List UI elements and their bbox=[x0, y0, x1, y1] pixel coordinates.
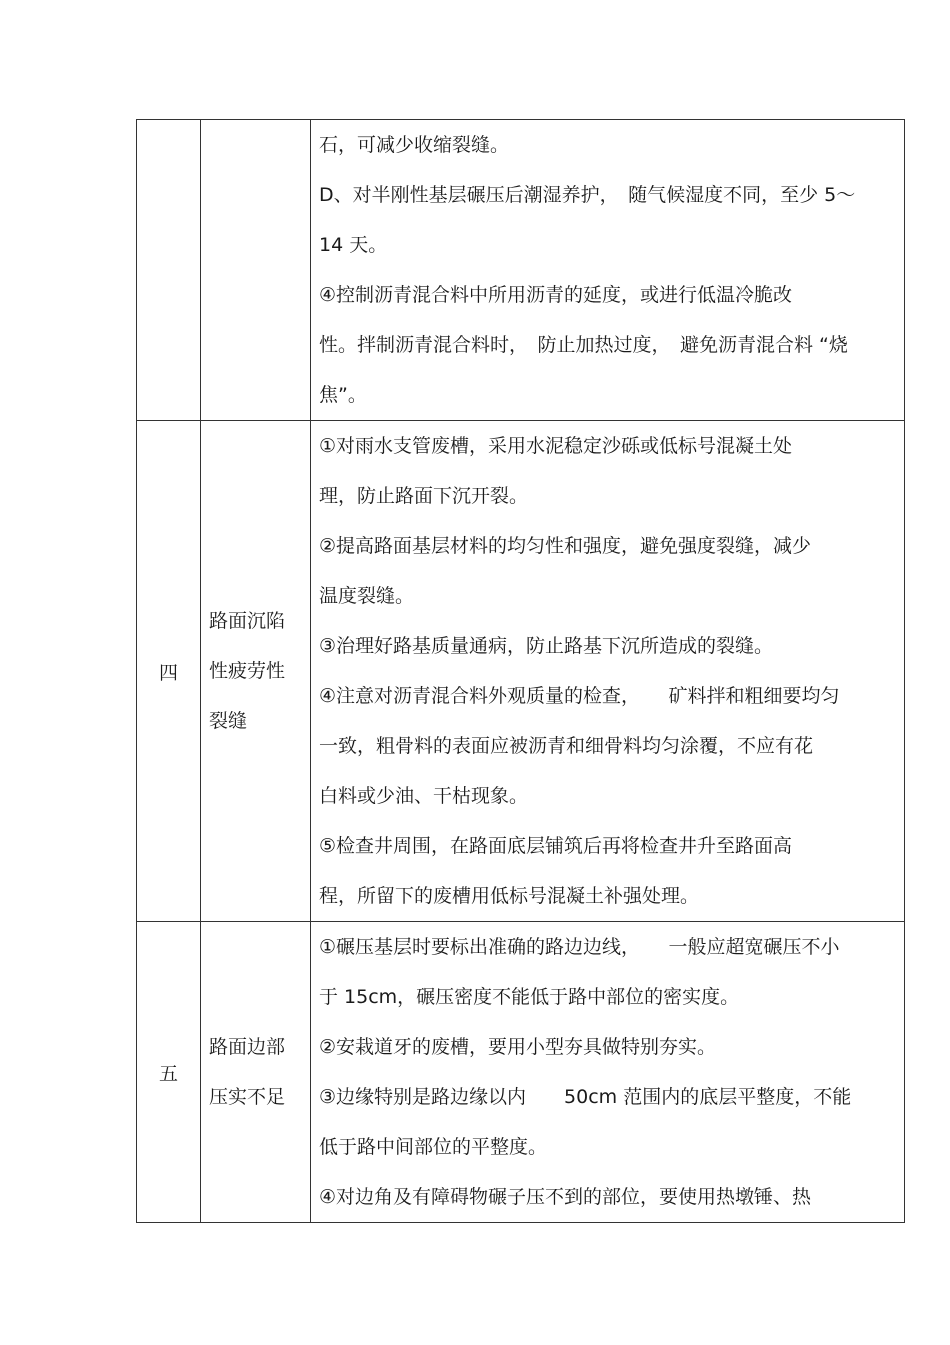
content-line: ①碾压基层时要标出准确的路边边线， 一般应超宽碾压不小 bbox=[319, 936, 840, 958]
row-number: 四 bbox=[137, 421, 201, 922]
row-content bbox=[311, 421, 905, 922]
row-title bbox=[201, 421, 311, 922]
table-row bbox=[137, 922, 905, 1223]
row-content bbox=[311, 922, 905, 1223]
table-row bbox=[137, 120, 905, 421]
title-line: 压实不足 bbox=[209, 1086, 286, 1108]
title-line: 裂缝 bbox=[209, 710, 248, 732]
content-line: 于 15cm，碾压密度不能低于路中部位的密实度。 bbox=[319, 986, 740, 1008]
content-line: ⑤检查井周围，在路面底层铺筑后再将检查井升至路面高 bbox=[319, 835, 793, 857]
row-title bbox=[201, 922, 311, 1223]
row-content bbox=[311, 120, 905, 421]
row-title bbox=[201, 120, 311, 421]
content-line: ④注意对沥青混合料外观质量的检查， 矿料拌和粗细要均匀 bbox=[319, 685, 840, 707]
content-line: D、对半刚性基层碾压后潮湿养护， 随气候湿度不同，至少 5～ bbox=[319, 184, 856, 206]
content-line: ③治理好路基质量通病，防止路基下沉所造成的裂缝。 bbox=[319, 635, 774, 657]
title-line: 性疲劳性 bbox=[209, 660, 286, 682]
content-line: 性。拌制沥青混合料时， 防止加热过度， 避免沥青混合料 “烧 bbox=[319, 334, 848, 356]
content-line: 程，所留下的废槽用低标号混凝土补强处理。 bbox=[319, 885, 700, 907]
content-line: 白料或少油、干枯现象。 bbox=[319, 785, 529, 807]
content-line: ③边缘特别是路边缘以内 50cm 范围内的底层平整度，不能 bbox=[319, 1086, 852, 1108]
content-line: ④控制沥青混合料中所用沥青的延度，或进行低温冷脆改 bbox=[319, 284, 793, 306]
content-line: 理，防止路面下沉开裂。 bbox=[319, 485, 529, 507]
content-line: ④对边角及有障碍物碾子压不到的部位，要使用热墩锤、热 bbox=[319, 1186, 812, 1208]
title-line: 路面边部 bbox=[209, 1036, 286, 1058]
measures-table bbox=[136, 119, 905, 1223]
content-line: 温度裂缝。 bbox=[319, 585, 415, 607]
content-line: ②安栽道牙的废槽，要用小型夯具做特别夯实。 bbox=[319, 1036, 717, 1058]
title-line: 路面沉陷 bbox=[209, 610, 286, 632]
content-line: ①对雨水支管废槽，采用水泥稳定沙砾或低标号混凝土处 bbox=[319, 435, 793, 457]
content-line: 焦”。 bbox=[319, 384, 367, 406]
content-line: 石，可减少收缩裂缝。 bbox=[319, 134, 510, 156]
row-number: 五 bbox=[137, 922, 201, 1223]
table-row bbox=[137, 421, 905, 922]
content-line: 低于路中间部位的平整度。 bbox=[319, 1136, 548, 1158]
content-line: 14 天。 bbox=[319, 234, 388, 256]
content-line: 一致，粗骨料的表面应被沥青和细骨料均匀涂覆，不应有花 bbox=[319, 735, 814, 757]
row-number bbox=[137, 120, 201, 421]
content-line: ②提高路面基层材料的均匀性和强度，避免强度裂缝，减少 bbox=[319, 535, 812, 557]
